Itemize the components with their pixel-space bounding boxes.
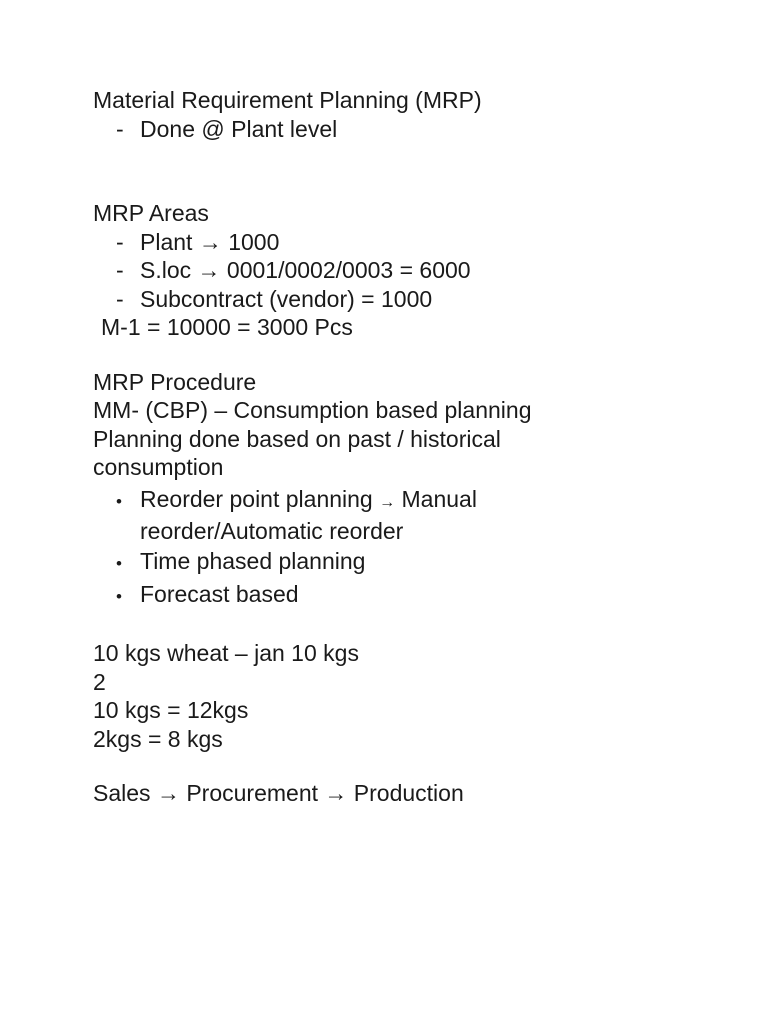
list-item-text: Subcontract (vendor) = 1000 bbox=[140, 285, 433, 312]
item-prefix: S.loc bbox=[140, 257, 198, 283]
procedure-line: MM- (CBP) – Consumption based planning bbox=[93, 397, 532, 423]
procedure-line: Planning done based on past / historical bbox=[93, 425, 501, 452]
bullet-item-time-phased bbox=[93, 547, 713, 579]
area-item-sloc bbox=[93, 256, 713, 285]
list-item-text: Forecast based bbox=[140, 581, 299, 607]
area-item-subcontract bbox=[93, 285, 713, 314]
dash-marker: - bbox=[116, 228, 124, 255]
bullet-marker: • bbox=[116, 554, 122, 573]
example-line: 2 bbox=[93, 668, 106, 695]
dash-marker: - bbox=[116, 257, 124, 283]
list-item-text bbox=[140, 228, 279, 257]
arrow-right-icon: → bbox=[197, 257, 221, 283]
arrow-right-icon: → bbox=[379, 493, 396, 511]
bullet-marker: • bbox=[116, 491, 122, 511]
list-item-text bbox=[140, 256, 471, 285]
item-prefix: Plant bbox=[140, 228, 199, 255]
flow-line bbox=[93, 779, 713, 808]
bullet-marker: • bbox=[116, 587, 122, 606]
example-line: 10 kgs = 12kgs bbox=[93, 697, 249, 723]
area-item-plant bbox=[93, 228, 713, 257]
heading-list-item bbox=[93, 115, 713, 144]
item-prefix: Reorder point planning bbox=[140, 485, 380, 512]
example-line: 2kgs = 8 kgs bbox=[93, 725, 223, 752]
item-suffix: 1000 bbox=[221, 228, 280, 255]
arrow-right-icon: → bbox=[198, 228, 222, 255]
list-item-text: Time phased planning bbox=[140, 548, 366, 574]
document-page bbox=[93, 86, 713, 808]
example-line: 10 kgs wheat – jan 10 kgs bbox=[93, 640, 359, 666]
section-title-mrp-procedure: MRP Procedure bbox=[93, 368, 257, 395]
item-suffix: Manual reorder/Automatic reorder bbox=[140, 485, 477, 544]
flow-step-production: Production bbox=[353, 780, 464, 806]
item-suffix: 0001/0002/0003 = 6000 bbox=[220, 257, 471, 283]
list-item-text bbox=[140, 485, 540, 546]
arrow-right-icon: → bbox=[156, 780, 180, 806]
bullet-item-reorder bbox=[93, 485, 713, 546]
list-item-text: Done @ Plant level bbox=[140, 115, 338, 142]
flow-step-sales: Sales bbox=[93, 780, 151, 806]
flow-step-procurement: Procurement bbox=[186, 780, 318, 806]
areas-note: M-1 = 10000 = 3000 Pcs bbox=[101, 314, 353, 340]
document-heading: Material Requirement Planning (MRP) bbox=[93, 87, 482, 113]
dash-marker: - bbox=[116, 285, 124, 312]
dash-marker: - bbox=[116, 115, 124, 142]
section-title-mrp-areas: MRP Areas bbox=[93, 200, 209, 226]
bullet-item-forecast bbox=[93, 580, 713, 612]
procedure-line: consumption bbox=[93, 454, 224, 480]
arrow-right-icon: → bbox=[324, 780, 348, 806]
